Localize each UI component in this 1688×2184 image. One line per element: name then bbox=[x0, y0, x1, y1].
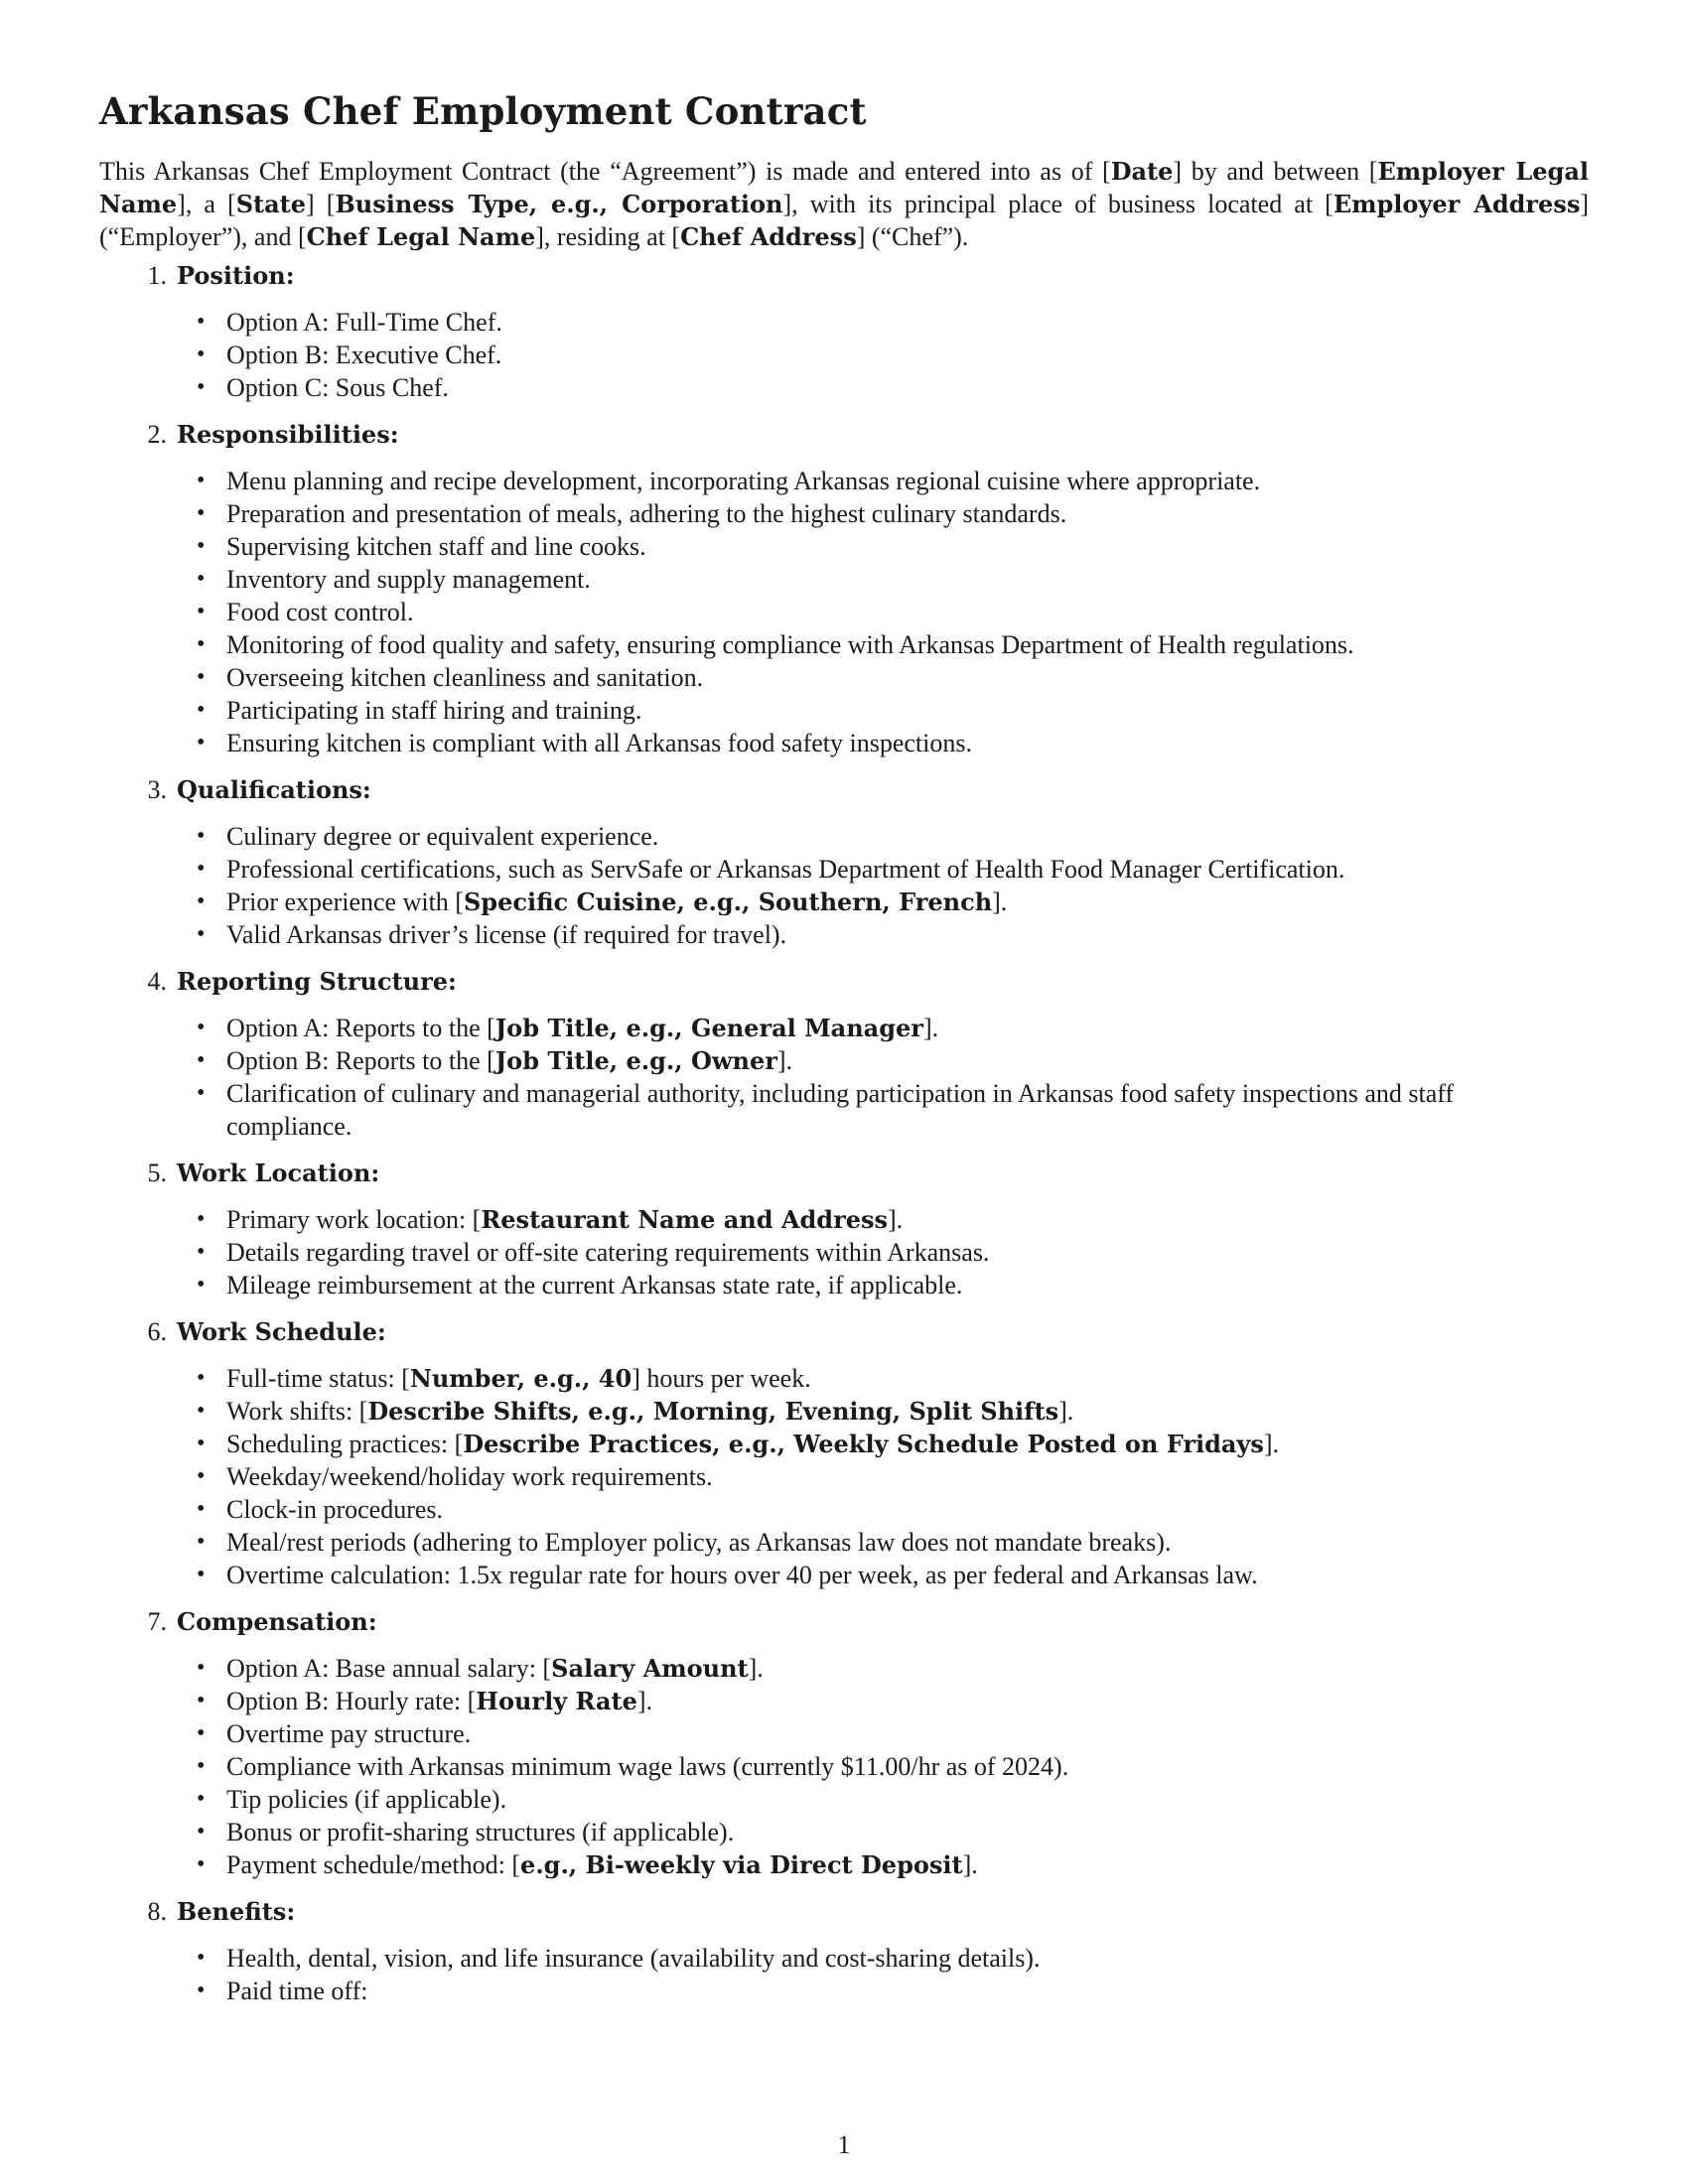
list-item bbox=[99, 371, 1589, 404]
section-heading bbox=[99, 1605, 1589, 1638]
list-item bbox=[99, 1460, 1589, 1493]
section-title: Compensation: bbox=[177, 1607, 377, 1636]
text-run: Clock-in procedures. bbox=[226, 1495, 444, 1524]
placeholder-field: Restaurant Name and Address bbox=[481, 1205, 889, 1234]
section-title: Qualifications: bbox=[177, 775, 371, 804]
list-item bbox=[99, 1012, 1589, 1044]
list-item bbox=[99, 1269, 1589, 1301]
text-run: Valid Arkansas driver’s license (if required for travel). bbox=[226, 920, 787, 949]
placeholder-field: Describe Shifts, e.g., Morning, Evening, Split Shifts bbox=[367, 1397, 1059, 1426]
section-heading bbox=[99, 1157, 1589, 1189]
list-item bbox=[99, 497, 1589, 530]
section-heading bbox=[99, 773, 1589, 806]
text-run: This Arkansas Chef Employment Contract (the “Agreement”) is made and entered into as of bbox=[99, 157, 1103, 186]
section-heading bbox=[99, 1315, 1589, 1348]
text-run: Prior experience with [ bbox=[226, 887, 464, 916]
text-run: Option C: Sous Chef. bbox=[226, 373, 449, 402]
placeholder-field: e.g., Bi-weekly via Direct Deposit bbox=[520, 1850, 963, 1879]
section-4 bbox=[99, 965, 1589, 1143]
list-item bbox=[99, 1816, 1589, 1848]
placeholder-field: Job Title, e.g., General Manager bbox=[494, 1014, 923, 1042]
section-number: 2. bbox=[147, 420, 167, 449]
section-list bbox=[99, 259, 1589, 2007]
text-run: ] (“Employer”), and [ bbox=[99, 190, 1590, 251]
list-item bbox=[99, 1685, 1589, 1717]
placeholder-field: Specific Cuisine, e.g., Southern, French bbox=[463, 887, 993, 916]
text-run: ] [ bbox=[306, 190, 336, 218]
text-run: Food cost control. bbox=[226, 598, 414, 626]
list-item bbox=[99, 1395, 1589, 1428]
section-number: 5. bbox=[147, 1159, 167, 1187]
bullet-list bbox=[99, 820, 1589, 951]
placeholder-field: Chef Legal Name bbox=[306, 222, 536, 251]
text-run: Payment schedule/method: [ bbox=[226, 1850, 521, 1879]
placeholder-field: Describe Practices, e.g., Weekly Schedule Posted on Fridays bbox=[463, 1430, 1264, 1458]
text-run: ]. bbox=[1263, 1430, 1280, 1458]
text-run: Participating in staff hiring and training. bbox=[226, 696, 642, 725]
list-item bbox=[99, 339, 1589, 371]
text-run: Inventory and supply management. bbox=[226, 565, 591, 594]
text-run: Tip policies (if applicable). bbox=[226, 1785, 507, 1814]
list-item bbox=[99, 1975, 1589, 2007]
section-title: Work Location: bbox=[177, 1159, 380, 1187]
placeholder-field: Employer Legal Name bbox=[99, 157, 1589, 218]
list-item bbox=[99, 918, 1589, 951]
section-number: 6. bbox=[147, 1317, 167, 1346]
section-title: Work Schedule: bbox=[177, 1317, 386, 1346]
list-item bbox=[99, 1559, 1589, 1591]
bullet-list bbox=[99, 465, 1589, 759]
text-run: Culinary degree or equivalent experience. bbox=[226, 822, 659, 851]
list-item bbox=[99, 1044, 1589, 1077]
list-item bbox=[99, 1203, 1589, 1236]
placeholder-field: State bbox=[235, 190, 307, 218]
list-item bbox=[99, 820, 1589, 853]
text-run: ]. bbox=[748, 1654, 764, 1683]
section-6 bbox=[99, 1315, 1589, 1591]
section-number: 3. bbox=[147, 775, 167, 804]
list-item bbox=[99, 1783, 1589, 1816]
bullet-list bbox=[99, 1203, 1589, 1301]
placeholder-field: Date bbox=[1110, 157, 1174, 186]
intro-paragraph bbox=[99, 155, 1589, 253]
list-item bbox=[99, 530, 1589, 563]
text-run: Clarification of culinary and managerial authority, including participation in Arkansas food safety inspections and staff compliance. bbox=[226, 1079, 1455, 1141]
section-heading bbox=[99, 1895, 1589, 1928]
placeholder-field: Salary Amount bbox=[551, 1654, 749, 1683]
list-item bbox=[99, 596, 1589, 628]
section-heading bbox=[99, 965, 1589, 998]
text-run: Ensuring kitchen is compliant with all Arkansas food safety inspections. bbox=[226, 729, 972, 757]
text-run: ]. bbox=[776, 1046, 793, 1075]
text-run: Primary work location: [ bbox=[226, 1205, 482, 1234]
section-heading bbox=[99, 418, 1589, 451]
bullet-list bbox=[99, 1012, 1589, 1143]
bullet-list bbox=[99, 306, 1589, 404]
list-item bbox=[99, 1526, 1589, 1559]
text-run: ]. bbox=[1058, 1397, 1074, 1426]
list-item bbox=[99, 1362, 1589, 1395]
section-heading bbox=[99, 259, 1589, 292]
text-run: Option B: Hourly rate: [ bbox=[226, 1687, 477, 1715]
section-5 bbox=[99, 1157, 1589, 1301]
list-item bbox=[99, 727, 1589, 759]
text-run: ], a [ bbox=[177, 190, 236, 218]
text-run: Monitoring of food quality and safety, ensuring compliance with Arkansas Department of Health regulations. bbox=[226, 630, 1354, 659]
section-title: Position: bbox=[177, 261, 295, 290]
page-number: 1 bbox=[837, 2130, 851, 2159]
text-run: Overtime calculation: 1.5x regular rate for hours over 40 per week, as per federal and Arkansas law. bbox=[226, 1561, 1258, 1589]
section-3 bbox=[99, 773, 1589, 951]
text-run: Supervising kitchen staff and line cooks. bbox=[226, 532, 646, 561]
list-item bbox=[99, 628, 1589, 661]
list-item bbox=[99, 1652, 1589, 1685]
list-item bbox=[99, 563, 1589, 596]
text-run: Weekday/weekend/holiday work requirements. bbox=[226, 1462, 713, 1491]
text-run: Full-time status: [ bbox=[226, 1364, 410, 1393]
text-run: Work shifts: [ bbox=[226, 1397, 368, 1426]
text-run: Details regarding travel or off-site catering requirements within Arkansas. bbox=[226, 1238, 990, 1267]
section-2 bbox=[99, 418, 1589, 759]
text-run: Compliance with Arkansas minimum wage laws (currently $11.00/hr as of 2024). bbox=[226, 1752, 1069, 1781]
text-run: Preparation and presentation of meals, adhering to the highest culinary standards. bbox=[226, 499, 1067, 528]
placeholder-field: Job Title, e.g., Owner bbox=[494, 1046, 777, 1075]
list-item bbox=[99, 1493, 1589, 1526]
list-item bbox=[99, 1428, 1589, 1460]
list-item bbox=[99, 1750, 1589, 1783]
section-number: 4. bbox=[147, 967, 167, 996]
text-run: ]. bbox=[962, 1850, 978, 1879]
section-title: Benefits: bbox=[177, 1897, 296, 1926]
section-title: Responsibilities: bbox=[177, 420, 399, 449]
list-item bbox=[99, 886, 1589, 918]
section-8 bbox=[99, 1895, 1589, 2007]
text-run: Paid time off: bbox=[226, 1977, 368, 2005]
section-number: 8. bbox=[147, 1897, 167, 1926]
text-run: Overtime pay structure. bbox=[226, 1719, 472, 1748]
text-run: Option A: Base annual salary: [ bbox=[226, 1654, 552, 1683]
text-run: Bonus or profit-sharing structures (if applicable). bbox=[226, 1818, 735, 1846]
list-item bbox=[99, 661, 1589, 694]
list-item bbox=[99, 1717, 1589, 1750]
text-run: Health, dental, vision, and life insurance (availability and cost-sharing details). bbox=[226, 1944, 1041, 1973]
text-run: Menu planning and recipe development, incorporating Arkansas regional cuisine where appropriate. bbox=[226, 467, 1261, 495]
section-number: 7. bbox=[147, 1607, 167, 1636]
text-run: ]. bbox=[636, 1687, 653, 1715]
text-run: ] (“Chef”). bbox=[856, 222, 969, 251]
list-item bbox=[99, 853, 1589, 886]
list-item bbox=[99, 1942, 1589, 1975]
bullet-list bbox=[99, 1652, 1589, 1881]
list-item bbox=[99, 694, 1589, 727]
section-1 bbox=[99, 259, 1589, 404]
list-item bbox=[99, 1848, 1589, 1881]
section-number: 1. bbox=[147, 261, 167, 290]
text-run: ]. bbox=[888, 1205, 904, 1234]
section-title: Reporting Structure: bbox=[177, 967, 457, 996]
list-item bbox=[99, 1077, 1589, 1143]
placeholder-field: Hourly Rate bbox=[476, 1687, 637, 1715]
section-7 bbox=[99, 1605, 1589, 1881]
document-title: Arkansas Chef Employment Contract bbox=[99, 89, 867, 133]
text-run: ] by and between [ bbox=[1173, 157, 1378, 186]
list-item bbox=[99, 465, 1589, 497]
text-run: Option A: Reports to the [ bbox=[226, 1014, 495, 1042]
text-run: ]. bbox=[922, 1014, 939, 1042]
list-item bbox=[99, 306, 1589, 339]
list-item bbox=[99, 1236, 1589, 1269]
text-run: Option B: Reports to the [ bbox=[226, 1046, 495, 1075]
placeholder-field: Business Type, e.g., Corporation bbox=[335, 190, 783, 218]
text-run: Meal/rest periods (adhering to Employer policy, as Arkansas law does not mandate breaks). bbox=[226, 1528, 1172, 1557]
text-run: Scheduling practices: [ bbox=[226, 1430, 464, 1458]
placeholder-field: Employer Address bbox=[1333, 190, 1581, 218]
bullet-list bbox=[99, 1362, 1589, 1591]
text-run: Professional certifications, such as ServSafe or Arkansas Department of Health Food Manager Certification. bbox=[226, 855, 1345, 884]
text-run: Mileage reimbursement at the current Arkansas state rate, if applicable. bbox=[226, 1271, 963, 1299]
text-run: Option B: Executive Chef. bbox=[226, 341, 502, 369]
text-run: Overseeing kitchen cleanliness and sanitation. bbox=[226, 663, 704, 692]
text-run: ]. bbox=[992, 887, 1008, 916]
placeholder-field: Number, e.g., 40 bbox=[409, 1364, 633, 1393]
bullet-list bbox=[99, 1942, 1589, 2007]
text-run: ], with its principal place of business located at [ bbox=[782, 190, 1334, 218]
placeholder-field: Chef Address bbox=[680, 222, 857, 251]
document-page bbox=[99, 89, 1589, 2021]
text-run: Option A: Full-Time Chef. bbox=[226, 308, 502, 337]
text-run: ] hours per week. bbox=[632, 1364, 811, 1393]
text-run: [ bbox=[1102, 157, 1111, 186]
text-run: ], residing at [ bbox=[535, 222, 681, 251]
